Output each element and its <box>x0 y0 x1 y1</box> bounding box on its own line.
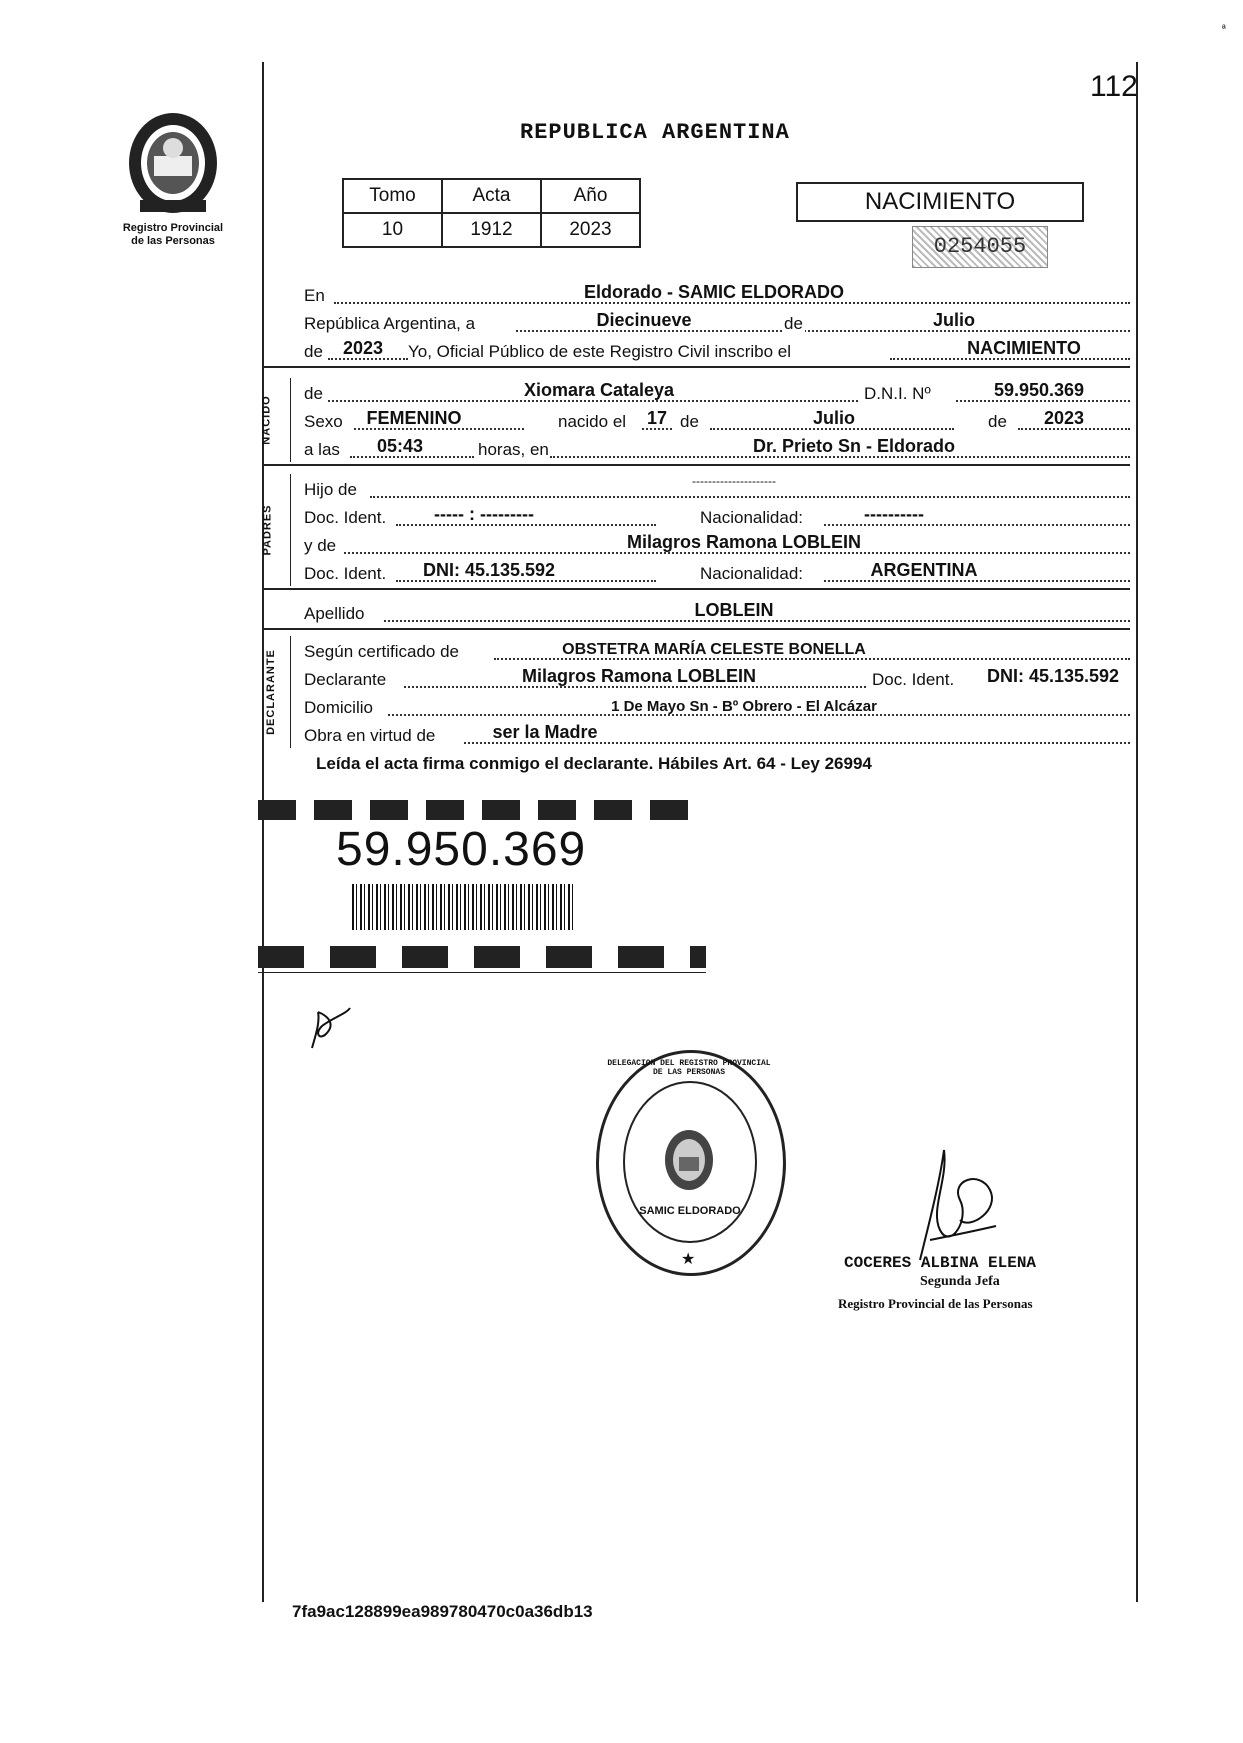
en-value: Eldorado - SAMIC ELDORADO <box>584 282 844 302</box>
birth-de-label: de <box>680 412 699 431</box>
round-stamp-text: DELEGACION DEL REGISTRO PROVINCIAL DE LAS PERSONAS <box>607 1059 771 1077</box>
hijo-value: --------------------- <box>692 474 776 488</box>
declarante-label: Declarante <box>304 670 387 689</box>
row-year <box>304 336 1130 364</box>
dni-stamp-top-band <box>258 800 706 820</box>
section-label-nacido <box>262 378 282 462</box>
apellido-value: LOBLEIN <box>694 600 774 620</box>
dni-stamp-underline <box>258 972 706 973</box>
official-title: Segunda Jefa <box>920 1274 1000 1289</box>
doc2-label: Doc. Ident. <box>304 564 387 583</box>
row-hijo <box>304 474 1130 502</box>
month-de-label: de <box>784 314 803 333</box>
dni-big-number: 59.950.369 <box>336 823 587 876</box>
dots <box>370 495 1130 498</box>
segun-label: Según certificado de <box>304 642 459 661</box>
republica-label: República Argentina, a <box>304 314 476 333</box>
left-margin-line <box>262 62 264 1602</box>
inscribo-text: Yo, Oficial Público de este Registro Civil inscribo el <box>408 342 791 361</box>
official-signature-icon <box>900 1140 1010 1270</box>
row-republica <box>304 308 1130 336</box>
apellido-label: Apellido <box>304 604 365 623</box>
yde-label: y de <box>304 536 337 555</box>
dni-value: 59.950.369 <box>993 380 1085 400</box>
nacido-de-label: de <box>304 384 323 403</box>
row-segun <box>304 636 1130 664</box>
section-label-declarante-text: DECLARANTE <box>264 649 277 735</box>
ref-header-acta: Acta <box>442 179 541 213</box>
section-label-padres-text: PADRES <box>261 504 274 556</box>
row-declarante <box>304 664 1130 692</box>
serial-code-stamp <box>912 226 1048 268</box>
registry-logo-line2: de las Personas <box>131 235 215 247</box>
section-bar-declarante <box>290 636 291 748</box>
ref-value-ano: 2023 <box>541 213 640 247</box>
right-margin-line <box>1136 62 1138 1602</box>
stamp-star-icon: ★ <box>681 1251 696 1268</box>
declarante-value: Milagros Ramona LOBLEIN <box>521 666 757 686</box>
row-obra <box>304 720 1130 748</box>
closing-text: Leída el acta firma conmigo el declarante. Hábiles Art. 64 - Ley 26994 <box>316 754 872 773</box>
inscribo-value: NACIMIENTO <box>967 338 1081 358</box>
segun-value: OBSTETRA MARÍA CELESTE BONELLA <box>562 641 866 658</box>
year-value: 2023 <box>342 338 384 358</box>
nacido-name-value: Xiomara Cataleya <box>523 380 675 400</box>
hijo-label: Hijo de <box>304 480 357 499</box>
ref-header-ano: Año <box>541 179 640 213</box>
birth-day-value: 17 <box>646 408 668 428</box>
provincial-seal-icon <box>118 108 228 218</box>
birth-de-label-2: de <box>988 412 1007 431</box>
page-number: 112 <box>1090 70 1138 103</box>
day-value: Diecinueve <box>596 310 692 330</box>
separator-line <box>262 588 1130 590</box>
birth-month-value: Julio <box>812 408 855 428</box>
page-title: REPUBLICA ARGENTINA <box>520 120 790 145</box>
section-label-nacido-text: NACIDO <box>260 395 273 445</box>
row-nacido-name <box>304 378 1130 406</box>
round-stamp-inner-text: SAMIC ELDORADO <box>639 1205 741 1217</box>
time-value: 05:43 <box>376 436 424 456</box>
nac1-label: Nacionalidad: <box>700 508 804 527</box>
alas-label: a las <box>304 440 340 459</box>
section-label-padres <box>262 474 282 586</box>
section-bar-padres <box>290 474 291 586</box>
document-hash: 7fa9ac128899ea989780470c0a36db13 <box>292 1602 593 1621</box>
corner-mark: ª <box>1222 24 1226 35</box>
month-value: Julio <box>932 310 975 330</box>
mother-value: Milagros Ramona LOBLEIN <box>626 532 862 552</box>
section-label-declarante <box>262 636 282 748</box>
serial-code: 0254055 <box>933 234 1027 259</box>
row-nacido-sexo <box>304 406 1130 434</box>
reference-table <box>342 178 641 248</box>
official-name: COCERES ALBINA ELENA <box>844 1254 1037 1272</box>
official-institution: Registro Provincial de las Personas <box>838 1296 1033 1311</box>
certificate-type-box: NACIMIENTO <box>796 182 1084 222</box>
row-doc1 <box>304 502 1130 530</box>
registry-logo-line1: Registro Provincial <box>122 222 224 234</box>
ref-header-tomo: Tomo <box>343 179 442 213</box>
section-bar-nacido <box>290 378 291 462</box>
row-en <box>304 280 1130 308</box>
domicilio-label: Domicilio <box>304 698 373 717</box>
obra-value: ser la Madre <box>492 722 598 742</box>
doc1-value: ----- : --------- <box>434 504 534 524</box>
doc2-value: DNI: 45.135.592 <box>422 560 556 580</box>
row-nacido-hora <box>304 434 1130 462</box>
barcode-icon <box>352 884 576 930</box>
dni-label: D.N.I. Nº <box>864 384 931 403</box>
en-label: En <box>304 286 325 305</box>
round-official-stamp <box>596 1050 786 1276</box>
separator-line <box>262 366 1130 368</box>
nac2-label: Nacionalidad: <box>700 564 804 583</box>
initials-signature-icon <box>306 1004 356 1052</box>
obra-label: Obra en virtud de <box>304 726 436 745</box>
birth-year-value: 2023 <box>1043 408 1085 428</box>
row-domicilio <box>304 692 1130 720</box>
row-madre <box>304 530 1130 558</box>
sexo-label: Sexo <box>304 412 343 431</box>
nac2-value: ARGENTINA <box>870 560 978 580</box>
domicilio-value: 1 De Mayo Sn - Bº Obrero - El Alcázar <box>611 698 877 715</box>
separator-line <box>262 628 1130 630</box>
place-value: Dr. Prieto Sn - Eldorado <box>752 436 956 456</box>
year-de-label: de <box>304 342 323 361</box>
dni-stamp-bottom-band <box>258 946 706 968</box>
declarante-doc-value: DNI: 45.135.592 <box>986 666 1120 686</box>
row-apellido <box>304 598 1130 626</box>
sexo-value: FEMENINO <box>366 408 462 428</box>
horas-label: horas, en <box>478 440 549 459</box>
row-doc2 <box>304 558 1130 586</box>
nacido-el-label: nacido el <box>558 412 627 431</box>
ref-value-tomo: 10 <box>343 213 442 247</box>
separator-line <box>262 464 1130 466</box>
ref-value-acta: 1912 <box>442 213 541 247</box>
doc1-label: Doc. Ident. <box>304 508 387 527</box>
declarante-doc-label: Doc. Ident. <box>872 670 955 689</box>
registry-logo <box>118 108 228 248</box>
stamp-coat-of-arms-icon <box>661 1127 717 1193</box>
nac1-value: ---------- <box>864 504 924 524</box>
